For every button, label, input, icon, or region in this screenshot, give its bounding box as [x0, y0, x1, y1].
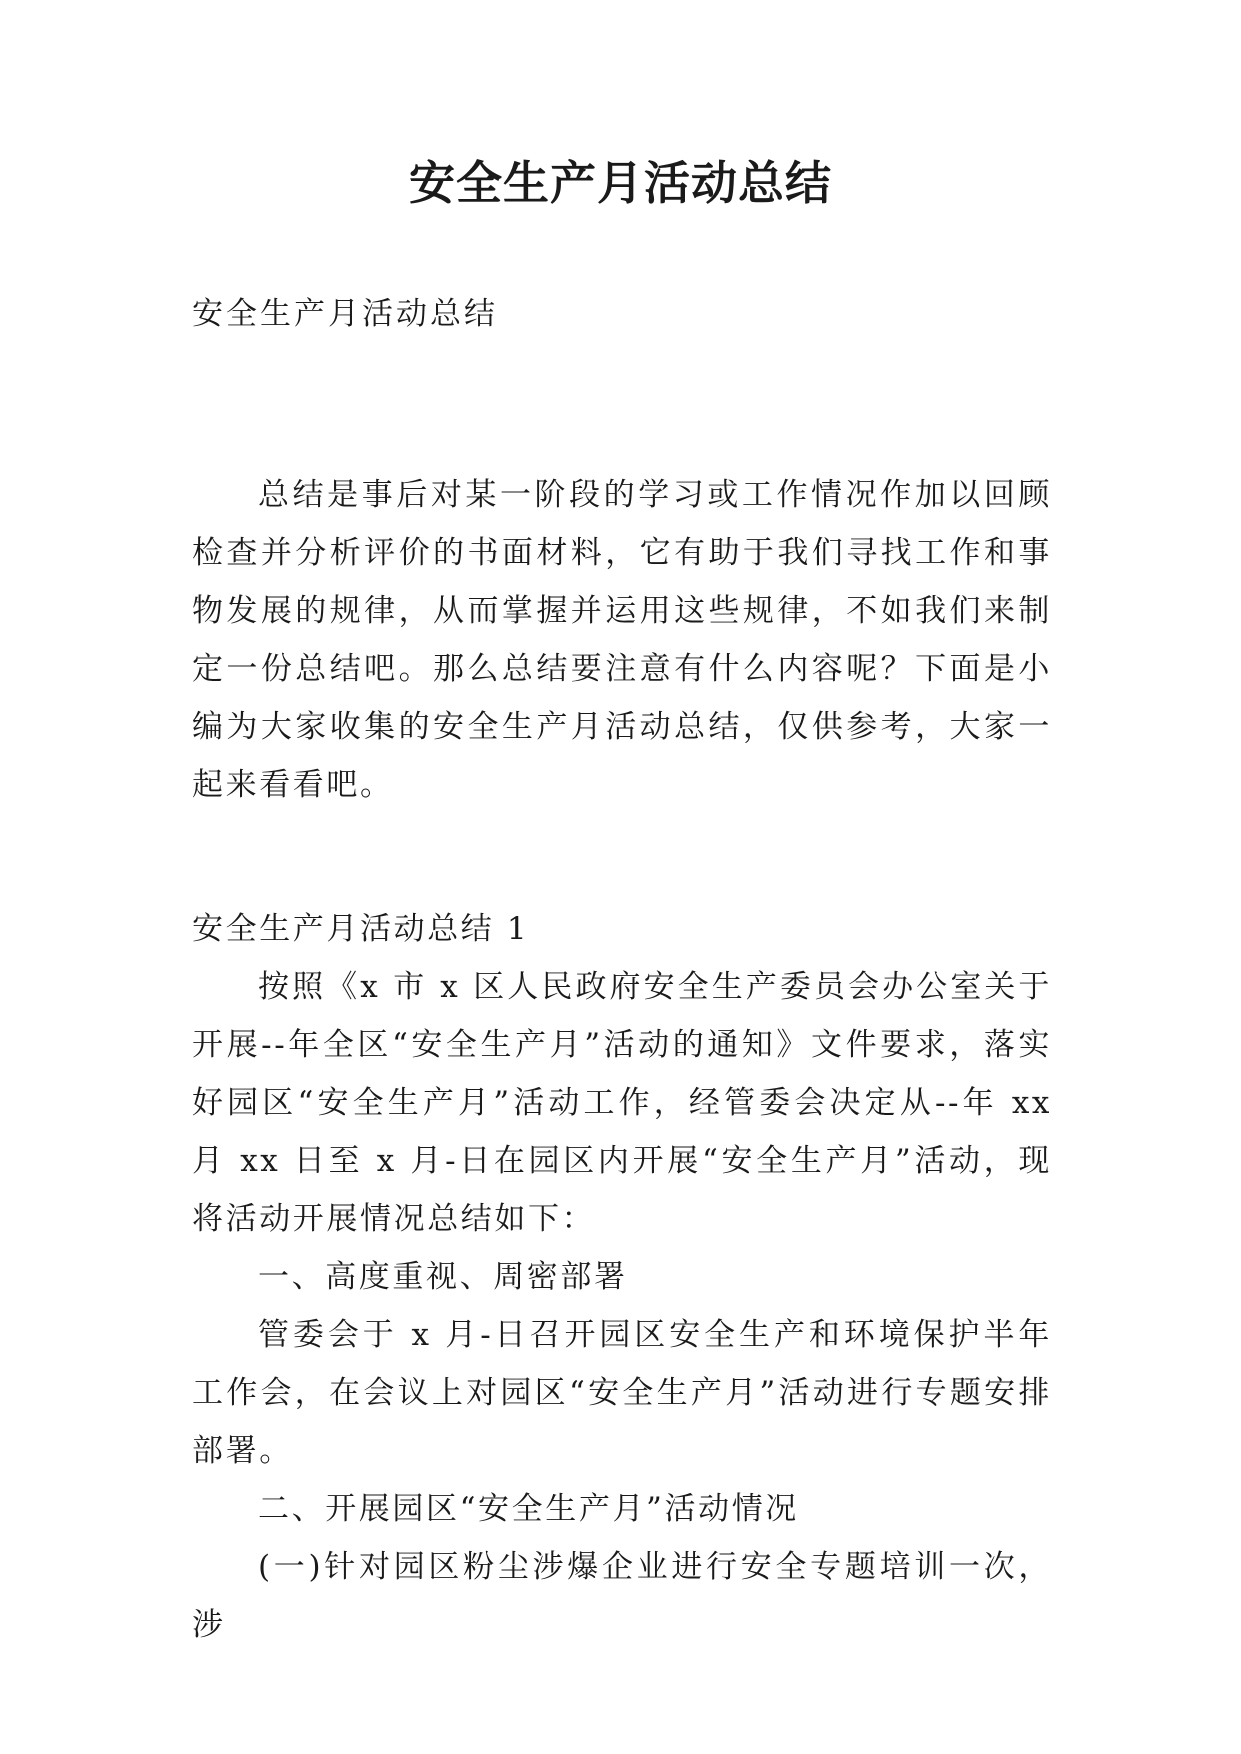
subheading-one: 一、高度重视、周密部署 — [258, 1259, 628, 1295]
subheading-two: 二、开展园区“安全生产月”活动情况 — [258, 1491, 799, 1527]
section-heading: 安全生产月活动总结 1 — [192, 911, 530, 947]
paragraph-two: (一)针对园区粉尘涉爆企业进行安全专题培训一次，涉 — [192, 1549, 1052, 1643]
intro-paragraph: 总结是事后对某一阶段的学习或工作情况作加以回顾检查并分析评价的书面材料，它有助于我们寻找工作和事物发展的规律，从而掌握并运用这些规律，不如我们来制定一份总结吧。那么总结要注意有什么内容呢？下面是小编为大家收集的安全生产月活动总结，仅供参考，大家一起来看看吧。 — [192, 477, 1052, 803]
paragraph-one: 管委会于 x 月-日召开园区安全生产和环境保护半年工作会，在会议上对园区“安全生产月”活动进行专题安排部署。 — [192, 1317, 1052, 1469]
document-subtitle: 安全生产月活动总结 — [192, 296, 498, 332]
section-paragraph: 按照《x 市 x 区人民政府安全生产委员会办公室关于开展--年全区“安全生产月”活动的通知》文件要求，落实好园区“安全生产月”活动工作，经管委会决定从--年 xx 月 xx 日至 x 月-日在园区内开展“安全生产月”活动，现将活动开展情况总结如下： — [192, 969, 1052, 1237]
document-body — [192, 466, 1052, 1654]
document-title: 安全生产月活动总结 — [409, 156, 832, 210]
